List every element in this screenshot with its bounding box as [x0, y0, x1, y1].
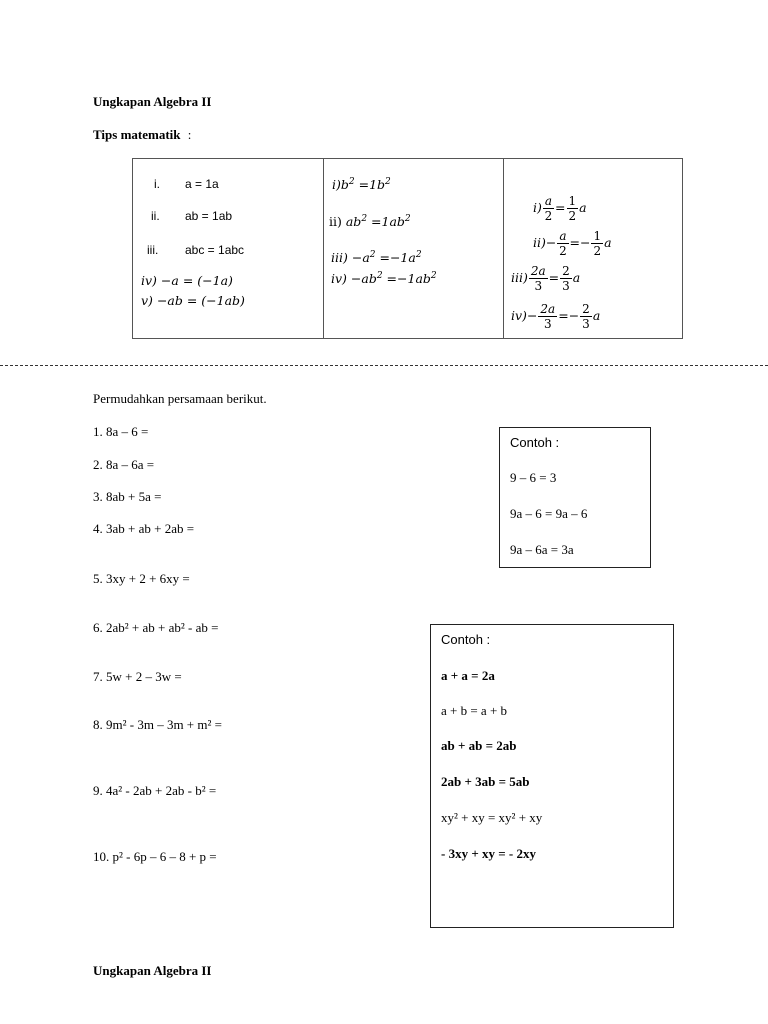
- numeral-i: i.: [154, 177, 160, 191]
- power-rule-iv-label: iv): [331, 271, 347, 286]
- example-1-line-1: 9 – 6 = 3: [510, 470, 557, 485]
- tips-label: Tips matematik: [93, 127, 181, 142]
- rule-a-equals-1a: a = 1a: [185, 177, 219, 191]
- example-box-2: [430, 624, 674, 928]
- footer-title: Ungkapan Algebra II: [93, 963, 212, 978]
- instruction-text: Permudahkan persamaan berikut.: [93, 391, 267, 406]
- example-1-line-2: 9a – 6 = 9a – 6: [510, 506, 588, 521]
- question-7: 7. 5w + 2 – 3w =: [93, 669, 182, 684]
- question-6: 6. 2ab² + ab + ab² - ab =: [93, 620, 219, 635]
- tips-table: [132, 158, 683, 339]
- power-rule-iii: $iii) -a^2 =-1a^2$: [331, 250, 422, 265]
- example-box-1: [499, 427, 651, 568]
- example-2-heading: Contoh :: [441, 632, 491, 647]
- numeral-iii: iii.: [147, 243, 159, 257]
- fraction-rule-ii: ii)− $\frac{a}{2}$ =− $\frac{1}{2}$ a: [533, 229, 612, 258]
- rule-iv-expr: −a = (−1a): [160, 273, 233, 288]
- dashed-separator: [0, 365, 768, 366]
- page-title: Ungkapan Algebra II: [93, 94, 212, 109]
- question-5: 5. 3xy + 2 + 6xy =: [93, 571, 190, 586]
- example-2-line-1: a + a = 2a: [441, 668, 495, 683]
- fraction-rule-iv: iv)− $\frac{2a}{3}$ =− $\frac{2}{3}$ a: [511, 302, 601, 331]
- power-rule-iv: $iv) -ab^2 =-1ab^2$: [331, 271, 437, 286]
- rule-iv-label: iv): [141, 273, 157, 288]
- example-2-line-3: ab + ab = 2ab: [441, 738, 517, 753]
- power-rule-iii-label: iii): [331, 250, 348, 265]
- power-rule-i: $i)b^2 =1b^2$: [332, 177, 391, 192]
- example-2-line-5: xy² + xy = xy² + xy: [441, 810, 543, 825]
- question-10: 10. p² - 6p – 6 – 8 + p =: [93, 849, 217, 864]
- example-2-line-2: a + b = a + b: [441, 703, 508, 718]
- question-4: 4. 3ab + ab + 2ab =: [93, 521, 195, 536]
- example-2-line-4: 2ab + 3ab = 5ab: [441, 774, 530, 789]
- fraction-rule-iii: iii) $\frac{2a}{3}$ = $\frac{2}{3}$ a: [511, 264, 581, 293]
- question-3: 3. 8ab + 5a =: [93, 489, 162, 504]
- example-1-line-3: 9a – 6a = 3a: [510, 542, 574, 557]
- numeral-ii: ii.: [151, 209, 160, 223]
- fraction-rule-i: i) $\frac{a}{2}$ = $\frac{1}{2}$ a: [533, 194, 587, 223]
- question-9: 9. 4a² - 2ab + 2ab - b² =: [93, 783, 217, 798]
- question-8: 8. 9m² - 3m – 3m + m² =: [93, 717, 222, 732]
- rule-v: [141, 293, 245, 308]
- rule-v-label: v): [141, 293, 153, 308]
- rule-v-expr: −ab = (−1ab): [156, 293, 245, 308]
- example-1-heading: Contoh :: [510, 435, 560, 450]
- power-rule-ii-label: ii): [329, 214, 342, 229]
- column-divider: [503, 159, 504, 338]
- fraction-rule-iv-label: iv): [511, 308, 527, 323]
- rule-abc-equals-1abc: abc = 1abc: [185, 243, 245, 257]
- column-divider: [323, 159, 324, 338]
- power-rule-i-label: i): [332, 177, 341, 192]
- fraction-rule-iii-label: iii): [511, 270, 528, 285]
- rule-iv: [141, 273, 233, 288]
- question-2: 2. 8a – 6a =: [93, 457, 155, 472]
- rule-ab-equals-1ab: ab = 1ab: [185, 209, 233, 223]
- tips-heading: [93, 127, 191, 143]
- fraction-rule-i-label: i): [533, 200, 542, 215]
- tips-colon: :: [187, 127, 192, 142]
- example-2-line-6: - 3xy + xy = - 2xy: [441, 846, 536, 861]
- power-rule-ii: ii) $ab^2 =1ab^2$: [329, 214, 411, 229]
- question-1: 1. 8a – 6 =: [93, 424, 149, 439]
- fraction-rule-ii-label: ii): [533, 235, 546, 250]
